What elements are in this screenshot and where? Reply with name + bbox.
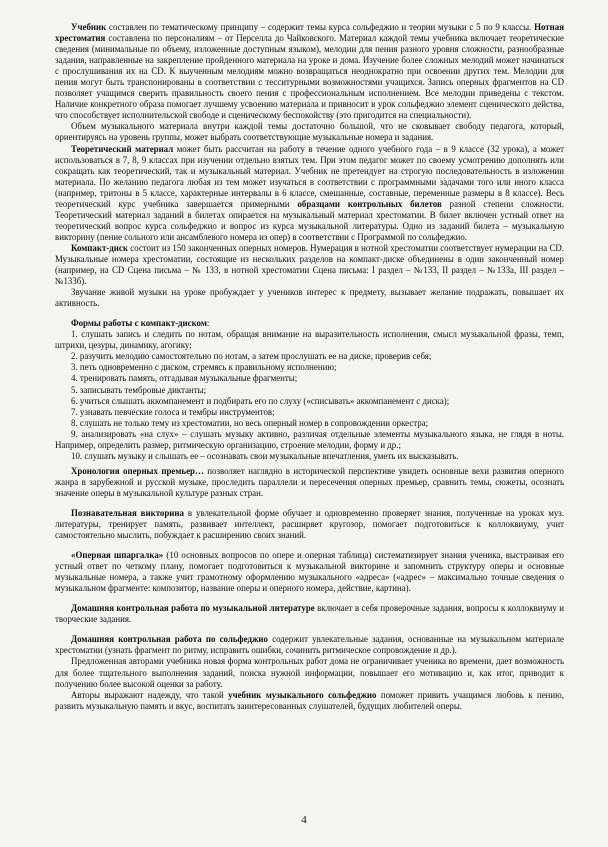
list-item: 9. анализировать «на слух» – слушать музыку активно, различая отдельные элементы музыкального языка, не глядя в ноты. Например, определить размер, ритмическую организацию, строение мелодии, форму и др.; [55,428,564,450]
page-number: 4 [301,814,307,826]
term-textbook: Учебник [71,22,107,32]
list-item: 10. слушать музыку и слышать ее – осознавать свои музыкальные впечатления, уметь их высказывать. [71,450,459,461]
term-cheatsheet: «Оперная шпаргалка» [71,550,164,561]
paragraph-text: разной степени сложности. Теоретический материал заданий в билетах опирается на музыкальный материал хрестоматии. В билет включен устный ответ на теоретический вопрос курса сольфеджио и вопрос из курса музыкальной литературы. Одно из заданий билета – музыкальную викторину (пение сольного или ансамблевого номера из опер) в соответствии с Программой по сольфеджио. [55,198,564,242]
paragraph-text: содержит увлекательные задания, основанные на музыкальном материале хрестоматии (узнать фрагмент по ритму, исправить ошибки, сочинить ритмическое сопровождение и др.). [55,634,564,656]
paragraph-text: Авторы выражают надежду, что такой [71,689,229,700]
paragraph-chronology [55,466,564,499]
paragraph-text: может быть рассчитан на работу в течение одного учебного года – в 9 классе (32 урока), а может использоваться в 7, 8, 9 классах при изучении отдельно взятых тем. При этом педагог может по своему усмотрению дополнять или сокращать как теоретический, так и музыкальный материал. Учебник не претендует на строгую последовательность в изложении материала. По желанию педагога любая из тем может изучаться в соответствии с программными задачами того или иного класса (например, тритоны в 5 классе, характерные интервалы в 6 классе, смешанные, составные, переменные размеры в 8 классе). Весь теоретический курс учебника завершается примерными [55,143,564,209]
paragraph-text: позволяет наглядно в исторической перспективе увидеть основные вехи развития оперного жанра в зарубежной и русской музыке, проследить параллели и пересечения оперных премьер, сравнить темы, сюжеты, осознать значение оперы в музыкальной культуре разных стран. [55,465,564,498]
list-item: 1. слушать запись и следить по нотам, обращая внимание на выразительность исполнения, смысл музыкальной фразы, темп, штрихи, цезуры, динамику, агогику; [55,329,564,351]
term-cd: Компакт-диск [71,242,128,253]
list-item: 4. тренировать память, отгадывая музыкальные фрагменты; [71,373,298,384]
paragraph-text: составлен по тематическому принципу – содержит темы курса сольфеджио и теории музыки с 5 по 9 классы. [106,22,535,32]
paragraph-text: состоит из 150 законченных оперных номеров. Нумерация в нотной хрестоматии соответствует нумерации на CD. Музыкальные номера хрестоматии, состоящие из нескольких разделов на компакт-диске объединены в один законченный номер (например, на CD Сцена письма – № 133, в нотной хрестоматии Сцена письма: I раздел – №133, II раздел – №133а, III раздел – №133б). [55,242,564,287]
list-item: 8. слушать не только тему из хрестоматии, но весь оперный номер в сопровождении оркестра; [71,417,429,428]
paragraph-volume: Объем музыкального материала внутри каждой темы достаточно большой, что не сковывает свободу педагога, который, ориентируясь на уровень группы, может выбрать соответствующие музыкальные номера и задания. [55,121,564,143]
forms-heading-text: Формы работы с компакт-диском [71,318,207,329]
paragraph-new-form: Предложенная авторами учебника новая форма контрольных работ дома не ограничивает ученика во времени, дает возможность для более тщательного выполнения заданий, поиска нужной информации, повышает его мотивацию и, как итог, приводит к получению более высокой оценки за работу. [55,656,564,689]
paragraph-authors [55,690,564,712]
list-item: 2. разучить мелодию самостоятельно по нотам, а затем прослушать ее на диске, проверив себя; [71,351,432,362]
term-chronology: Хронология оперных премьер… [71,465,204,476]
term-quiz: Познавательная викторина [71,507,184,518]
term-homework-lit: Домашняя контрольная работа по музыкальной литературе [71,603,315,614]
term-tickets: образцами контрольных билетов [297,198,442,209]
forms-heading [55,318,564,329]
list-item: 6. учиться слышать аккомпанемент и подбирать его по слуху («списывать» аккомпанемент с диска); [71,395,450,406]
paragraph-text: поможет привить учащимся любовь к пению, развить музыкальную память и вкус, воспитать заинтересованных слушателей, будущих любителей оперы. [55,689,564,711]
term-homework-solfeggio: Домашняя контрольная работа по сольфеджио [71,634,268,645]
paragraph-live-music: Звучание живой музыки на уроке пробуждает у учеников интерес к предмету, вызывает желание подражать, повышает их активность. [55,287,564,309]
paragraph-textbook [55,22,564,121]
forms-heading-colon: : [206,318,210,329]
term-theory: Теоретический материал [71,143,174,154]
term-anthology: Нотная хрестоматия [55,22,564,44]
paragraph-homework-solfeggio [55,634,564,656]
paragraph-theory [55,144,564,243]
paragraph-homework-lit [55,603,564,625]
paragraph-text: включает в себя проверочные задания, вопросы к коллоквиуму и творческие задания. [55,603,564,625]
paragraph-text: составлена по персоналиям – от Перселла до Чайковского. Материал каждой темы учебника включает теоретические сведения (минимальные по объему, изложенные доступным языком), мелодии для пения разного уровня сложности, разнообразные задания, направленные на закрепление пройденного материала на уроке и дома. Изучение более сложных мелодий может начинаться с прослушивания их на CD. К выученным мелодиям можно возвращаться неоднократно при освоении других тем. Мелодии для пения могут быть транспонированы в соответствии с тесситурными возможностями учащихся. Запись оперных фрагментов на CD позволяет учащимся сверить правильность своего пения с профессиональным исполнением. Все мелодии приведены с текстом. Наличие конкретного образа помогает лучшему усвоению материала и привносит в урок сольфеджио элемент сценического действа, что способствует исполнительской свободе и сценическому беспокойству (это пригодится на специальности). [55,33,564,121]
paragraph-quiz [55,508,564,541]
paragraph-text: в увлекательной форме обучает и одновременно проверяет знания, полученные на уроках муз. литературы, тренирует память, развивает интеллект, расширяет кругозор, помогает подготовиться к коллоквиуму, учит самостоятельно мыслить, побуждает к расширению своих знаний. [55,507,564,541]
list-item: 7. узнавать певческие голоса и тембры инструментов; [71,406,275,417]
paragraph-cd [55,243,564,287]
term-solfeggio-textbook: учебник музыкального сольфеджио [228,689,377,700]
list-item: 5. записывать тембровые диктанты; [71,384,207,395]
forms-list [55,329,564,462]
paragraph-text: (10 основных вопросов по опере и оперная таблица) систематизирует знания ученика, выстраивая его устный ответ по четкому плану, помогает подготовиться к музыкальной викторине и запомнить структуру оперы и основные музыкальные номера, а также учит грамотному оформлению музыкального «адреса» («адрес» – максимально точные сведения о музыкальном фрагменте: композитор, название оперы и оперного номера, действие, картина). [55,550,564,594]
list-item: 3. петь одновременно с диском, стремясь к правильному исполнению; [71,362,337,373]
paragraph-cheatsheet [55,550,564,594]
